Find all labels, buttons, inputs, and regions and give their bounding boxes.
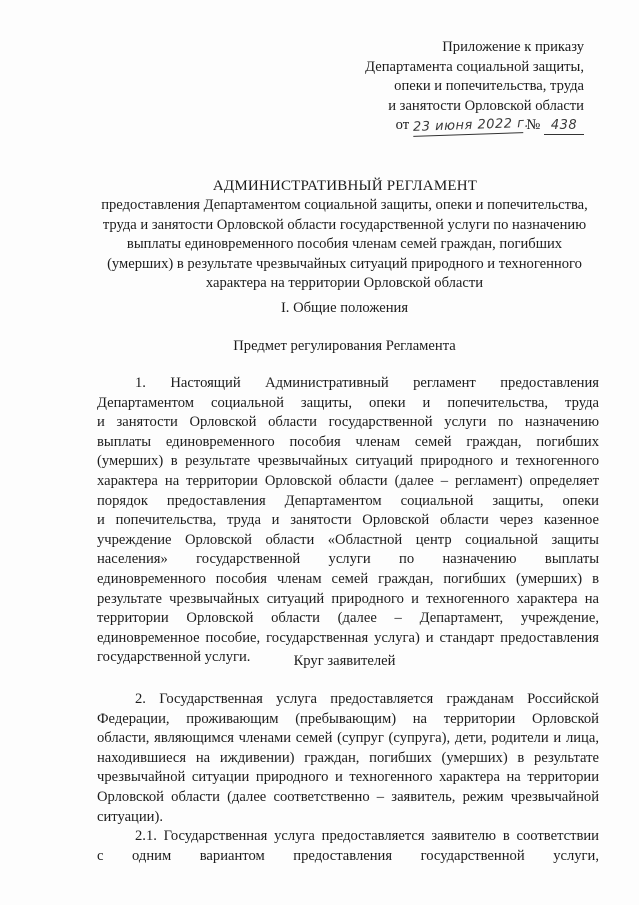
paragraph-line: единовременное пособие, государственная услуга) и стандарт предоставления [97,629,599,646]
attachment-line: Приложение к приказу [442,39,584,55]
document-title: АДМИНИСТРАТИВНЫЙ РЕГЛАМЕНТ [212,178,478,194]
paragraph-line: и попечительства, труда и занятости Орловской области через казенное [97,512,599,529]
paragraph-1 [97,374,599,668]
paragraph-line: Орловской области (далее соответственно – заявитель, режим чрезвычайной [97,788,599,805]
paragraph-line: населения» государственной услуги по назначению выплаты [97,551,599,568]
order-number-label: № [526,117,541,133]
paragraph-line: 1. Настоящий Административный регламент предоставления [135,375,599,391]
paragraph-2 [97,690,599,866]
paragraph-line: Департаментом социальной защиты, опеки и попечительства, труда [97,394,599,411]
paragraph-line: (умерших) в результате чрезвычайных ситуаций природного и техногенного [97,453,599,470]
paragraph-line: результате чрезвычайных ситуаций природного и техногенного характера на [97,590,599,607]
subtitle-line: труда и занятости Орловской области государственной услуги по назначению [102,216,587,233]
attachment-line: опеки и попечительства, труда [394,78,584,94]
order-number-handwritten: 438 [544,118,584,135]
paragraph-line: чрезвычайной ситуации природного и техногенного характера на территории [97,769,599,786]
attachment-line: Департамента социальной защиты, [365,58,584,75]
paragraph-line: с одним вариантом предоставления государственной услуги, [97,847,599,864]
subsection-heading: Предмет регулирования Регламента [233,338,456,354]
paragraph-line: единовременного пособия членам семей граждан, погибших (умерших) в [97,570,599,587]
order-prefix: от [395,117,410,133]
document-subtitle [92,196,597,294]
paragraph-line: ситуации). [97,808,163,825]
paragraph-line: находившиеся на иждивении) граждан, погибших (умерших) в результате [97,749,599,766]
paragraph-line: и занятости Орловской области государственной услуги по назначению [97,414,599,431]
subtitle-line: характера на территории Орловской области [205,275,484,291]
paragraph-line: 2. Государственная услуга предоставляется гражданам Российской [135,691,599,707]
paragraph-line: 2.1. Государственная услуга предоставляется заявителю в соответствии [135,828,599,845]
section-heading: I. Общие положения [280,300,409,316]
paragraph-line: территории Орловской области (далее – Департамент, учреждение, [97,610,599,627]
attachment-block [322,38,584,136]
paragraph-line: выплаты единовременного пособия членам семей граждан, погибших [97,433,599,450]
paragraph-line: учреждение Орловской области «Областной центр социальной защиты [97,531,599,548]
paragraph-line: Федерации, проживающим (пребывающим) на территории Орловской [97,710,599,727]
paragraph-line: порядок предоставления Департаментом социальной защиты, опеки [97,492,599,509]
order-reference [322,116,584,136]
paragraph-line: государственной услуги. [97,649,251,666]
order-date-handwritten: 23 июня 2022 г. [412,115,530,135]
paragraph-line: области, являющимся членами семей (супруг (супруга), дети, родители и лица, [97,730,599,747]
subsection-heading: Круг заявителей [293,653,396,669]
paragraph-line: характера на территории Орловской области (далее – регламент) определяет [97,472,599,489]
subtitle-line: (умерших) в результате чрезвычайных ситуаций природного и техногенного [107,255,582,272]
subtitle-line: выплаты единовременного пособия членам семей граждан, погибших [126,236,563,252]
subtitle-line: предоставления Департаментом социальной защиты, опеки и попечительства, [101,197,588,213]
attachment-line: и занятости Орловской области [388,97,584,114]
